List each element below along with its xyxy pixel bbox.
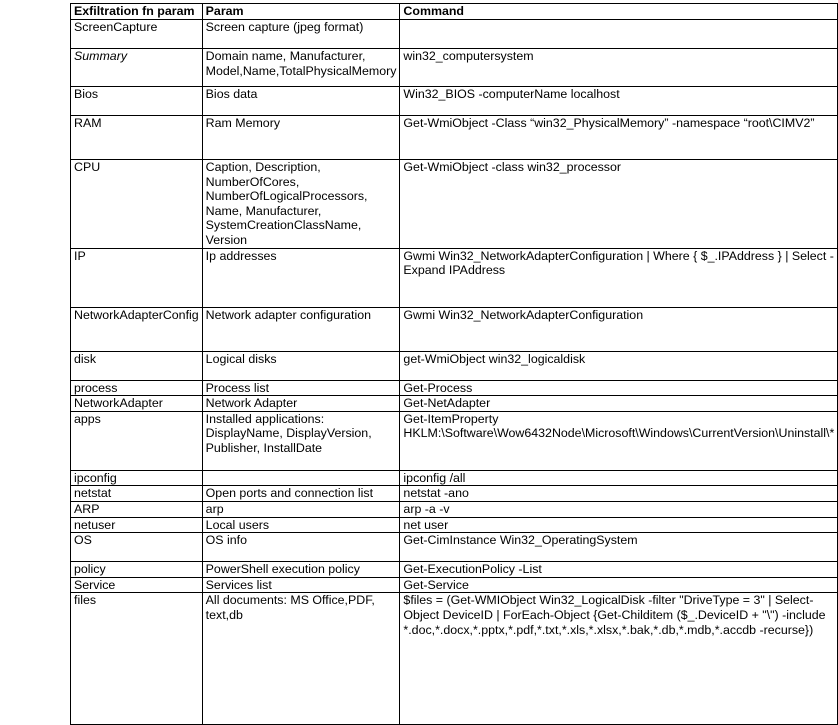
param-cell: Logical disks <box>202 351 400 380</box>
fn-param-cell: RAM <box>71 116 203 160</box>
param-cell: Open ports and connection list <box>202 486 400 502</box>
param-cell <box>202 470 400 486</box>
fn-param-cell: ScreenCapture <box>71 20 203 49</box>
command-cell: Get-WmiObject -class win32_processor <box>400 160 838 249</box>
param-cell: Local users <box>202 517 400 533</box>
fn-param-cell: IP <box>71 248 203 307</box>
fn-param-cell: netstat <box>71 486 203 502</box>
param-cell: All documents: MS Office,PDF, text,db <box>202 593 400 725</box>
command-cell: $files = (Get-WMIObject Win32_LogicalDisk -filter "DriveType = 3" | Select-Object DeviceID | ForEach-Object {Get-Childitem ($_.DeviceID + "\") -include *.doc,*.docx,*.pptx,*.pdf,*.txt,*.xls,*.xlsx,*.bak,*.db,*.mdb,*.accdb -recurse}) <box>400 593 838 725</box>
table-row <box>71 20 838 49</box>
table-row <box>71 411 838 470</box>
table-row <box>71 351 838 380</box>
table-row <box>71 307 838 351</box>
command-cell: Get-Service <box>400 577 838 593</box>
fn-param-cell: ipconfig <box>71 470 203 486</box>
fn-param-cell: netuser <box>71 517 203 533</box>
command-cell: net user <box>400 517 838 533</box>
param-cell: Screen capture (jpeg format) <box>202 20 400 49</box>
param-cell: PowerShell execution policy <box>202 562 400 578</box>
fn-param-cell: Summary <box>71 49 203 87</box>
header-command: Command <box>400 4 838 20</box>
header-row <box>71 4 838 20</box>
exfiltration-params-table <box>70 3 838 725</box>
header-param: Param <box>202 4 400 20</box>
fn-param-cell: NetworkAdapter <box>71 396 203 412</box>
table-row <box>71 470 838 486</box>
fn-param-cell: CPU <box>71 160 203 249</box>
command-cell: Get-ItemProperty HKLM:\Software\Wow6432Node\Microsoft\Windows\CurrentVersion\Uninstall\* <box>400 411 838 470</box>
command-cell: Get-CimInstance Win32_OperatingSystem <box>400 533 838 562</box>
command-cell: arp -a -v <box>400 501 838 517</box>
fn-param-cell: Service <box>71 577 203 593</box>
table-row <box>71 116 838 160</box>
command-cell: Get-WmiObject -Class “win32_PhysicalMemory” -namespace “root\CIMV2” <box>400 116 838 160</box>
command-cell: Win32_BIOS -computerName localhost <box>400 87 838 116</box>
table-row <box>71 577 838 593</box>
fn-param-cell: process <box>71 380 203 396</box>
table-row <box>71 49 838 87</box>
fn-param-cell: ARP <box>71 501 203 517</box>
table-row <box>71 593 838 725</box>
param-cell: Services list <box>202 577 400 593</box>
param-cell: Installed applications: DisplayName, DisplayVersion, Publisher, InstallDate <box>202 411 400 470</box>
command-cell <box>400 20 838 49</box>
table-row <box>71 533 838 562</box>
fn-param-cell: disk <box>71 351 203 380</box>
command-cell: Get-Process <box>400 380 838 396</box>
param-cell: Bios data <box>202 87 400 116</box>
param-cell: Ip addresses <box>202 248 400 307</box>
param-cell: arp <box>202 501 400 517</box>
table-row <box>71 380 838 396</box>
fn-param-cell: Bios <box>71 87 203 116</box>
command-cell: win32_computersystem <box>400 49 838 87</box>
table-row <box>71 501 838 517</box>
table-row <box>71 517 838 533</box>
fn-param-cell: apps <box>71 411 203 470</box>
param-cell: Network adapter configuration <box>202 307 400 351</box>
command-cell: ipconfig /all <box>400 470 838 486</box>
param-cell: OS info <box>202 533 400 562</box>
fn-param-cell: policy <box>71 562 203 578</box>
command-cell: Gwmi Win32_NetworkAdapterConfiguration | Where { $_.IPAddress } | Select -Expand IPAddress <box>400 248 838 307</box>
fn-param-cell: NetworkAdapterConfig <box>71 307 203 351</box>
table-row <box>71 396 838 412</box>
table-row <box>71 160 838 249</box>
param-cell: Ram Memory <box>202 116 400 160</box>
fn-param-cell: OS <box>71 533 203 562</box>
table-row <box>71 486 838 502</box>
param-cell: Process list <box>202 380 400 396</box>
table-row <box>71 248 838 307</box>
command-cell: netstat -ano <box>400 486 838 502</box>
command-cell: Get-NetAdapter <box>400 396 838 412</box>
param-cell: Network Adapter <box>202 396 400 412</box>
header-exfiltration-fn-param: Exfiltration fn param <box>71 4 203 20</box>
table-row <box>71 87 838 116</box>
fn-param-cell: files <box>71 593 203 725</box>
table-row <box>71 562 838 578</box>
param-cell: Domain name, Manufacturer, Model,Name,TotalPhysicalMemory <box>202 49 400 87</box>
command-cell: Get-ExecutionPolicy -List <box>400 562 838 578</box>
command-cell: get-WmiObject win32_logicaldisk <box>400 351 838 380</box>
param-cell: Caption, Description, NumberOfCores, NumberOfLogicalProcessors, Name, Manufacturer, SystemCreationClassName, Version <box>202 160 400 249</box>
command-cell: Gwmi Win32_NetworkAdapterConfiguration <box>400 307 838 351</box>
